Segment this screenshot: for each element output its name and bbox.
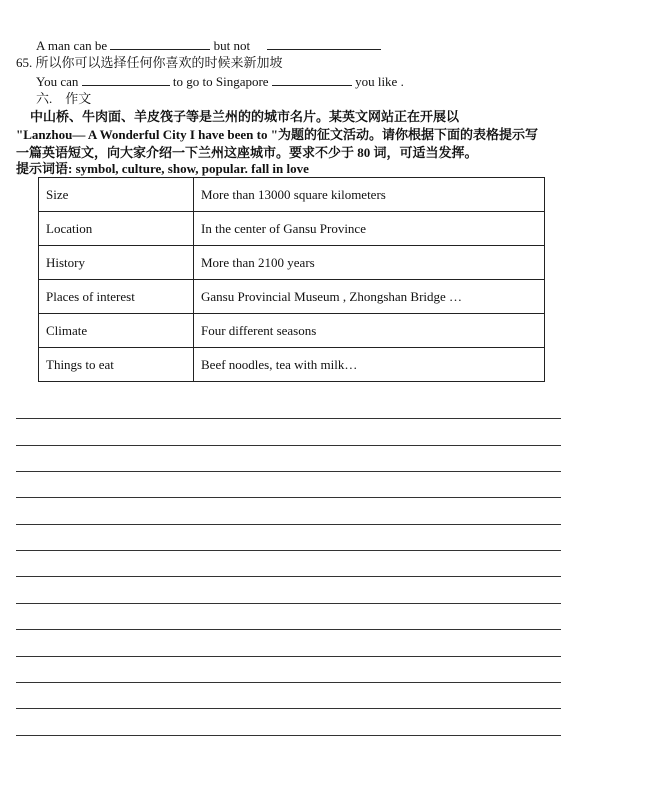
row-value: In the center of Gansu Province	[194, 212, 545, 246]
q64-mid: but not	[213, 38, 251, 53]
q65-part2: to go to Singapore	[172, 74, 269, 89]
row-value: Four different seasons	[194, 314, 545, 348]
row-label: Places of interest	[39, 280, 194, 314]
q65-blank-2[interactable]	[272, 73, 352, 86]
writing-line[interactable]	[16, 735, 561, 736]
q65-chinese: 65. 所以你可以选择任何你喜欢的时候来新加坡	[16, 55, 283, 70]
row-label: History	[39, 246, 194, 280]
writing-line[interactable]	[16, 471, 561, 472]
table-row	[39, 314, 545, 348]
q65-blank-1[interactable]	[82, 73, 170, 86]
table-row	[39, 246, 545, 280]
hint-words: 提示词语: symbol, culture, show, popular. fall in love	[16, 161, 309, 176]
row-label: Size	[39, 178, 194, 212]
table-row	[39, 212, 545, 246]
q65-part1: You can	[36, 74, 79, 89]
writing-line[interactable]	[16, 524, 561, 525]
row-value: More than 2100 years	[194, 246, 545, 280]
section-heading: 六. 作文	[36, 91, 92, 106]
row-value: Beef noodles, tea with milk…	[194, 348, 545, 382]
writing-line[interactable]	[16, 497, 561, 498]
q65-part3: you like .	[355, 74, 404, 89]
writing-line[interactable]	[16, 682, 561, 683]
q64-blank-2[interactable]	[267, 37, 381, 50]
writing-line[interactable]	[16, 629, 561, 630]
writing-line[interactable]	[16, 708, 561, 709]
row-label: Location	[39, 212, 194, 246]
q64-line	[36, 37, 381, 54]
row-label: Things to eat	[39, 348, 194, 382]
table-row	[39, 280, 545, 314]
q65-line	[36, 73, 404, 90]
q64-prefix: A man can be	[36, 38, 108, 53]
row-label: Climate	[39, 314, 194, 348]
prompt-line-1: 中山桥、牛肉面、羊皮筏子等是兰州的的城市名片。某英文网站正在开展以	[30, 109, 460, 124]
prompt-line-2: "Lanzhou— A Wonderful City I have been to "为题的征文活动。请你根据下面的表格提示写	[16, 127, 538, 142]
info-table	[38, 177, 545, 382]
writing-line[interactable]	[16, 445, 561, 446]
writing-line[interactable]	[16, 418, 561, 419]
writing-line[interactable]	[16, 576, 561, 577]
table-row	[39, 178, 545, 212]
writing-line[interactable]	[16, 603, 561, 604]
q64-blank-1[interactable]	[110, 37, 210, 50]
writing-line[interactable]	[16, 656, 561, 657]
row-value: Gansu Provincial Museum , Zhongshan Bridge …	[194, 280, 545, 314]
prompt-line-3: 一篇英语短文，向大家介绍一下兰州这座城市。要求不少于 80 词，可适当发挥。	[16, 145, 478, 160]
writing-line[interactable]	[16, 550, 561, 551]
row-value: More than 13000 square kilometers	[194, 178, 545, 212]
table-row	[39, 348, 545, 382]
